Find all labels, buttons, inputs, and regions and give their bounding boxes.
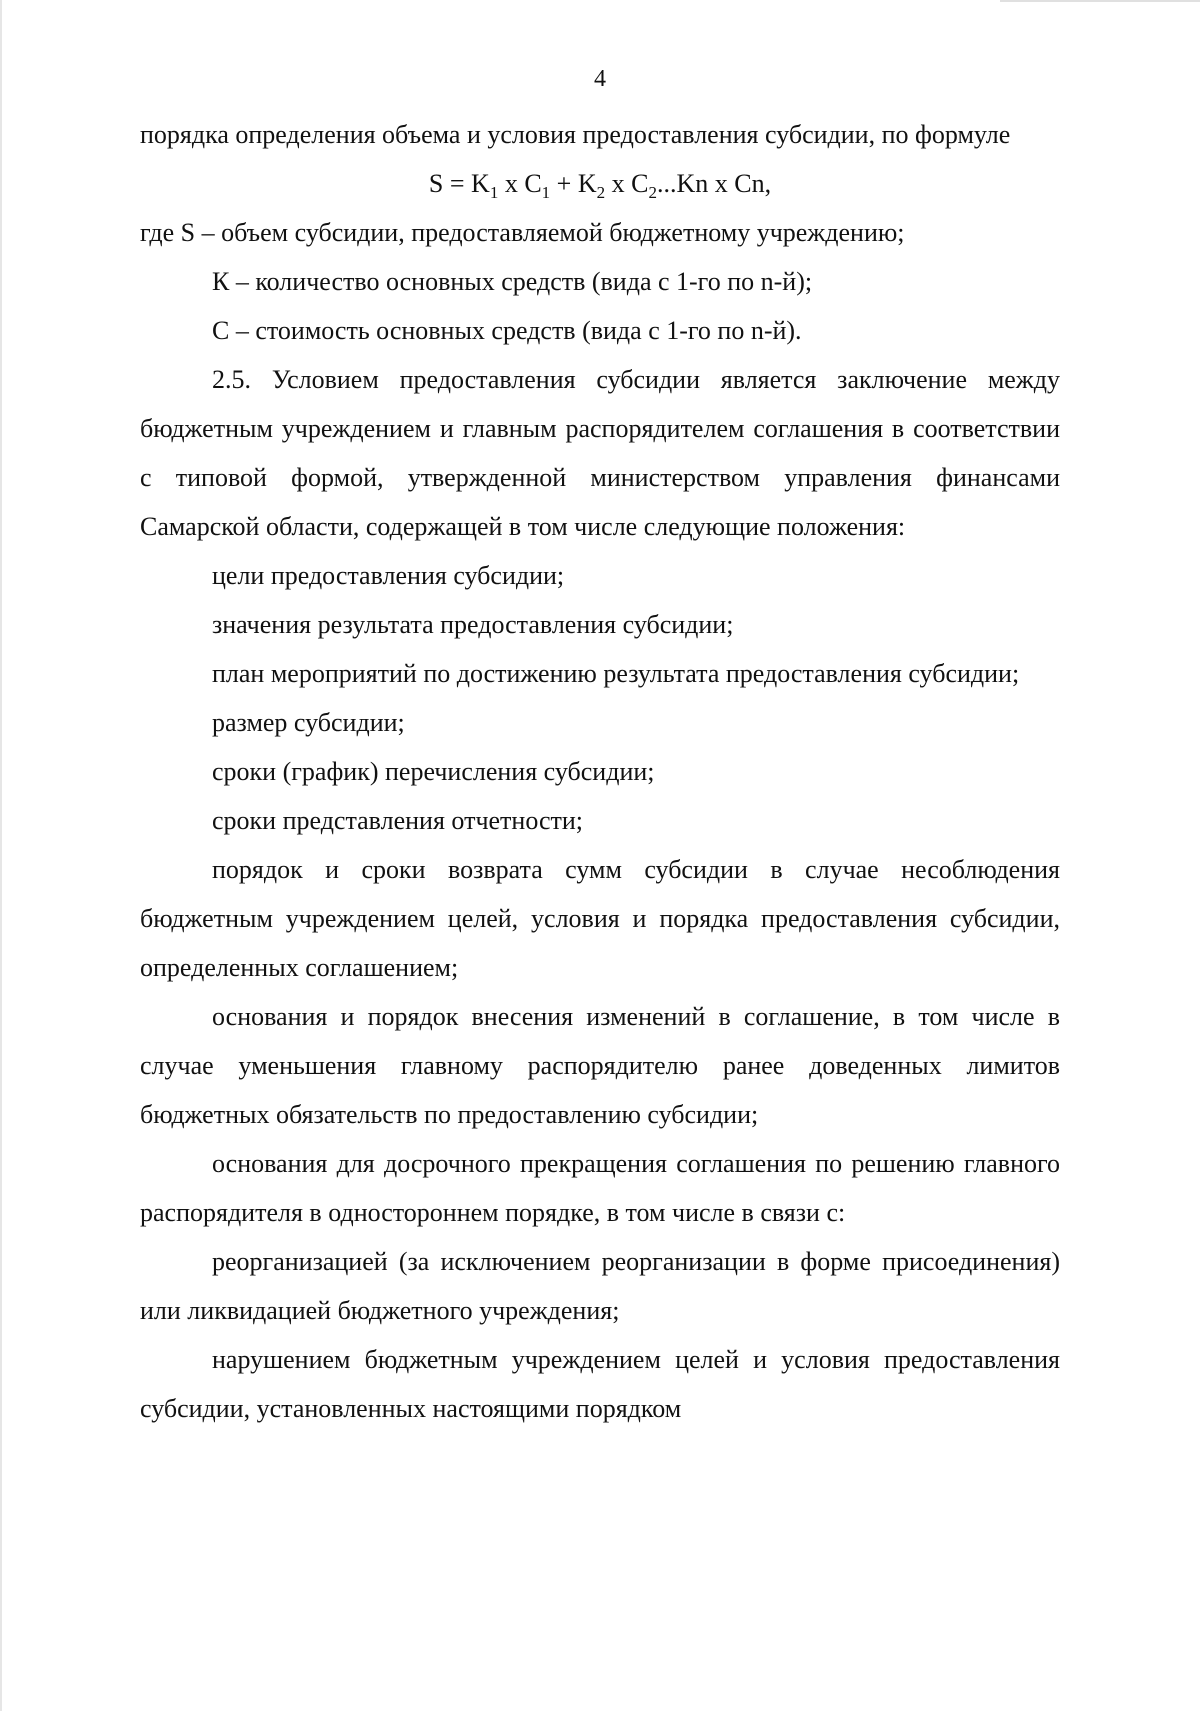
- page-number: 4: [594, 66, 606, 92]
- paragraph-3: К – количество основных средств (вида с 1-го по n-й);: [212, 267, 813, 296]
- paragraph-11: сроки представления отчетности;: [212, 806, 584, 835]
- paragraph-4: С – стоимость основных средств (вида с 1-го по n-й).: [212, 316, 802, 345]
- formula: [140, 159, 1060, 208]
- scan-left-edge: [0, 0, 2, 1711]
- paragraph-5: 2.5. Условием предоставления субсидии является заключение между бюджетным учреждением и главным распорядителем соглашения в соответствии с типовой формой, утвержденной министерством управления финансами Самарской области, содержащей в том числе следующие положения:: [140, 365, 1060, 541]
- formula-part-4: x C: [605, 169, 649, 198]
- paragraph-2: где S – объем субсидии, предоставляемой бюджетному учреждению;: [140, 218, 905, 247]
- paragraph-15: реорганизацией (за исключением реорганизации в форме присоединения) или ликвидацией бюджетного учреждения;: [140, 1247, 1060, 1325]
- paragraph-13: основания и порядок внесения изменений в соглашение, в том числе в случае уменьшения главному распорядителю ранее доведенных лимитов бюджетных обязательств по предоставлению субсидии;: [140, 1002, 1060, 1129]
- formula-sub-1: 1: [489, 183, 499, 203]
- formula-sub-2: 1: [541, 183, 551, 203]
- paragraph-6: цели предоставления субсидии;: [212, 561, 565, 590]
- formula-part-2: x C: [498, 169, 542, 198]
- paragraph-14: основания для досрочного прекращения соглашения по решению главного распорядителя в одностороннем порядке, в том числе в связи с:: [140, 1149, 1060, 1227]
- paragraph-12: порядок и сроки возврата сумм субсидии в случае несоблюдения бюджетным учреждением целей, условия и порядка предоставления субсидии, определенных соглашением;: [140, 855, 1060, 982]
- paragraph-10: сроки (график) перечисления субсидии;: [212, 757, 655, 786]
- paragraph-16: нарушением бюджетным учреждением целей и условия предоставления субсидии, установленных настоящими порядком: [140, 1345, 1060, 1423]
- formula-sub-3: 2: [596, 183, 606, 203]
- paragraph-9: размер субсидии;: [212, 708, 405, 737]
- formula-part-5: ...Kn x Cn,: [656, 169, 772, 198]
- document-body: [140, 110, 1060, 1433]
- paragraph-8: план мероприятий по достижению результата предоставления субсидии;: [212, 659, 1020, 688]
- paragraph-7: значения результата предоставления субсидии;: [212, 610, 734, 639]
- formula-part-1: S = K: [428, 169, 490, 198]
- formula-part-3: + K: [550, 169, 597, 198]
- formula-sub-4: 2: [648, 183, 657, 203]
- scan-top-edge: [1000, 0, 1200, 2]
- paragraph-1: порядка определения объема и условия предоставления субсидии, по формуле: [140, 120, 1011, 149]
